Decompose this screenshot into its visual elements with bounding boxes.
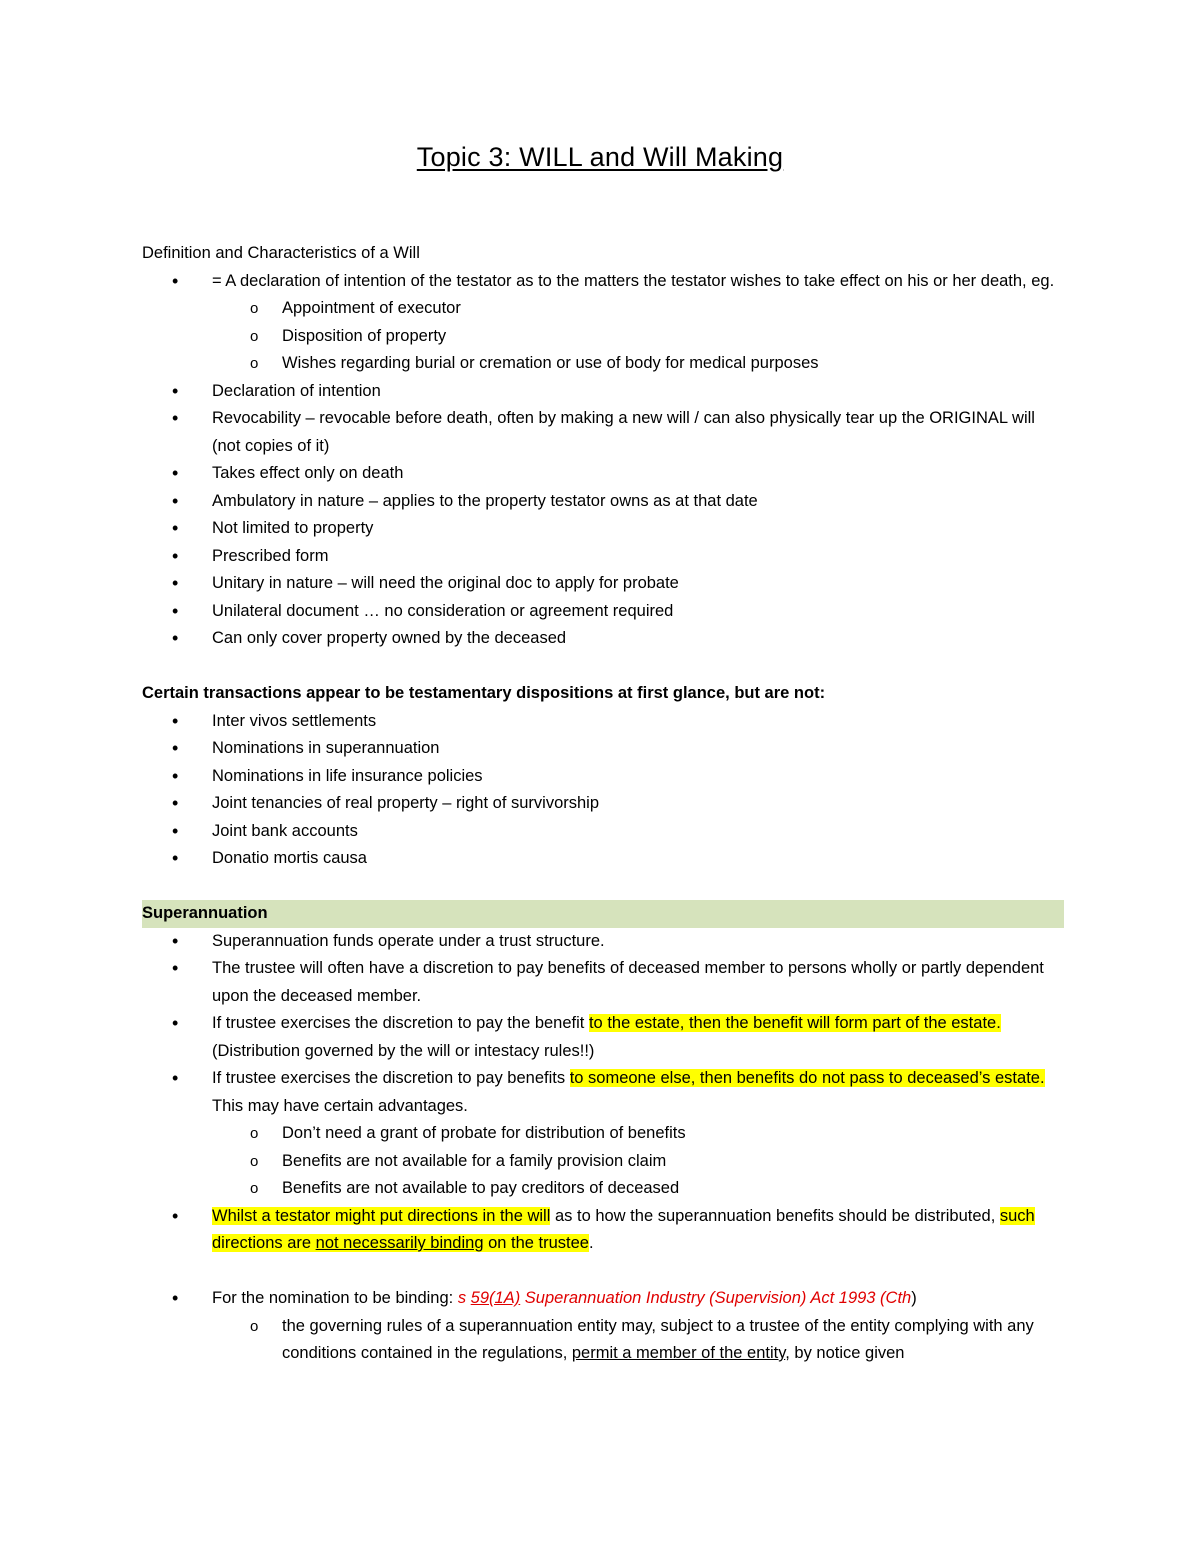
list-item: • Ambulatory in nature – applies to the property testator owns as at that date (142, 488, 1062, 516)
highlighted-underlined-text: not necessarily binding (315, 1234, 484, 1252)
sub-list-item: o Don’t need a grant of probate for distribution of benefits (212, 1120, 1062, 1148)
text-run: . (589, 1234, 594, 1252)
list-item (142, 1065, 1062, 1203)
list-item: • Unitary in nature – will need the original doc to apply for probate (142, 570, 1062, 598)
list-item (142, 1285, 1062, 1368)
highlighted-text: Whilst a testator might put directions in the will (212, 1206, 551, 1225)
legislation-section: 59(1A) (470, 1289, 521, 1307)
highlighted-text: to someone else, then benefits do not pass to deceased’s estate. (569, 1069, 1045, 1087)
highlighted-text: to the estate, then the benefit will form part of the estate. (588, 1014, 1001, 1032)
list-item-text: = A declaration of intention of the testator as to the matters the testator wishes to take effect on his or her death, eg. (212, 271, 1055, 290)
sub-list-item: o Disposition of property (212, 323, 1062, 351)
section-heading-definition: Definition and Characteristics of a Will (142, 244, 420, 262)
list-item: • Prescribed form (142, 543, 1062, 571)
legislation-title: Superannuation Industry (Supervision) Act 1993 (Cth (520, 1289, 912, 1307)
highlighted-text: on the trustee (483, 1234, 589, 1252)
list-item: • Donatio mortis causa (142, 845, 1062, 873)
list-item: • Joint bank accounts (142, 818, 1062, 846)
sub-list-item: o Appointment of executor (212, 295, 1062, 323)
superannuation-list (142, 928, 1062, 1258)
list-item (142, 268, 1062, 378)
list-item: • Takes effect only on death (142, 460, 1062, 488)
spacer (142, 873, 1062, 901)
definition-list (142, 268, 1062, 653)
sub-list-item: o Benefits are not available to pay creditors of deceased (212, 1175, 1062, 1203)
section-heading-transactions: Certain transactions appear to be testamentary dispositions at first glance, but are not: (142, 684, 826, 702)
sub-list (212, 1120, 1062, 1203)
list-item: • The trustee will often have a discretion to pay benefits of deceased member to persons wholly or partly dependent upon the deceased member. (142, 955, 1062, 1010)
nomination-list (142, 1285, 1062, 1368)
legislation-reference: s (457, 1289, 471, 1307)
underlined-text: permit a member of the entity (571, 1344, 786, 1362)
list-item (142, 1203, 1062, 1258)
text-run: (Distribution governed by the will or intestacy rules!!) (212, 1041, 595, 1060)
list-item: • Can only cover property owned by the deceased (142, 625, 1062, 653)
text-run: This may have certain advantages. (212, 1096, 468, 1115)
list-item: • Joint tenancies of real property – right of survivorship (142, 790, 1062, 818)
list-item (142, 1010, 1062, 1065)
document-body (142, 240, 1062, 1368)
text-run: If trustee exercises the discretion to pay benefits (212, 1069, 570, 1087)
text-run: the governing rules of a superannuation entity may, subject to a trustee of the entity complying with any conditions contained in the regulations, (282, 1316, 1034, 1362)
list-item: • Declaration of intention (142, 378, 1062, 406)
text-run: If trustee exercises the discretion to pay the benefit (212, 1014, 589, 1032)
sub-list-item (212, 1313, 1062, 1368)
list-item: • Revocability – revocable before death, often by making a new will / can also physically tear up the ORIGINAL will (not copies of it) (142, 405, 1062, 460)
spacer (142, 653, 1062, 681)
text-run: , by notice given (785, 1344, 905, 1362)
page-title: Topic 3: WILL and Will Making (416, 142, 784, 172)
spacer (142, 1258, 1062, 1286)
section-heading-superannuation: Superannuation (142, 900, 1064, 928)
list-item: • Nominations in superannuation (142, 735, 1062, 763)
list-item: • Superannuation funds operate under a trust structure. (142, 928, 1062, 956)
transactions-list (142, 708, 1062, 873)
sub-list (212, 1313, 1062, 1368)
text-run: ) (911, 1289, 917, 1307)
sub-list-item: o Benefits are not available for a family provision claim (212, 1148, 1062, 1176)
list-item: • Nominations in life insurance policies (142, 763, 1062, 791)
sub-list (212, 295, 1062, 378)
list-item: • Not limited to property (142, 515, 1062, 543)
list-item: • Unilateral document … no consideration or agreement required (142, 598, 1062, 626)
list-item: • Inter vivos settlements (142, 708, 1062, 736)
highlighted-text: such directions are (212, 1206, 1035, 1252)
text-run: as to how the superannuation benefits should be distributed, (550, 1206, 1000, 1225)
text-run: For the nomination to be binding: (212, 1289, 458, 1307)
sub-list-item: o Wishes regarding burial or cremation or use of body for medical purposes (212, 350, 1062, 378)
